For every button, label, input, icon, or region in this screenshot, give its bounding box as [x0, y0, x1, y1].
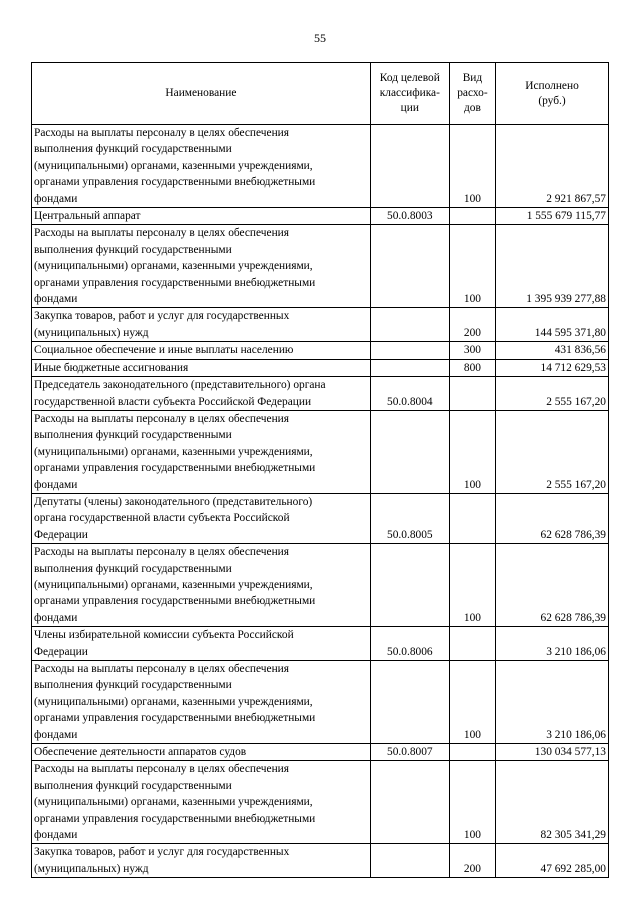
- table-row: [32, 761, 609, 844]
- row-code-cell: 50.0.8007: [370, 744, 449, 761]
- row-name-cell: Расходы на выплаты персоналу в целях обеспечения выполнения функций государственными (муниципальными) органами, казенными учреждениями, органами управления государственными внебюджетными фондами: [32, 125, 371, 208]
- row-name-cell: Расходы на выплаты персоналу в целях обеспечения выполнения функций государственными (муниципальными) органами, казенными учреждениями, органами управления государственными внебюджетными фондами: [32, 225, 371, 308]
- table-row: [32, 377, 609, 411]
- row-code-cell: 50.0.8006: [370, 627, 449, 661]
- table-row: [32, 225, 609, 308]
- row-code-cell: [370, 410, 449, 493]
- table-row: [32, 125, 609, 208]
- page-number: 55: [314, 31, 326, 45]
- row-name-cell: Расходы на выплаты персоналу в целях обеспечения выполнения функций государственными (муниципальными) органами, казенными учреждениями, органами управления государственными внебюджетными фондами: [32, 544, 371, 627]
- row-code-cell: [370, 544, 449, 627]
- expenditure-table: [31, 62, 609, 878]
- row-amount-cell: 1 555 679 115,77: [496, 208, 609, 225]
- row-name-cell: Центральный аппарат: [32, 208, 371, 225]
- row-amount-cell: 14 712 629,53: [496, 359, 609, 376]
- row-amount-cell: 2 555 167,20: [496, 410, 609, 493]
- row-amount-cell: 2 555 167,20: [496, 377, 609, 411]
- row-name-cell: Социальное обеспечение и иные выплаты населению: [32, 342, 371, 359]
- row-type-cell: 100: [449, 661, 495, 744]
- row-amount-cell: 144 595 371,80: [496, 308, 609, 342]
- row-type-cell: 200: [449, 308, 495, 342]
- row-name-cell: Расходы на выплаты персоналу в целях обеспечения выполнения функций государственными (муниципальными) органами, казенными учреждениями, органами управления государственными внебюджетными фондами: [32, 761, 371, 844]
- table-row: [32, 359, 609, 376]
- row-name-cell: Расходы на выплаты персоналу в целях обеспечения выполнения функций государственными (муниципальными) органами, казенными учреждениями, органами управления государственными внебюджетными фондами: [32, 410, 371, 493]
- table-body: [32, 125, 609, 878]
- row-name-cell: Председатель законодательного (представительного) органа государственной власти субъекта Российской Федерации: [32, 377, 371, 411]
- row-code-cell: [370, 761, 449, 844]
- row-code-cell: [370, 661, 449, 744]
- row-code-cell: [370, 308, 449, 342]
- table-row: [32, 493, 609, 543]
- header-amount: Исполнено (руб.): [496, 63, 609, 125]
- row-name-cell: Расходы на выплаты персоналу в целях обеспечения выполнения функций государственными (муниципальными) органами, казенными учреждениями, органами управления государственными внебюджетными фондами: [32, 661, 371, 744]
- header-name: Наименование: [32, 63, 371, 125]
- row-amount-cell: 2 921 867,57: [496, 125, 609, 208]
- row-code-cell: 50.0.8005: [370, 493, 449, 543]
- row-type-cell: 800: [449, 359, 495, 376]
- row-amount-cell: 3 210 186,06: [496, 627, 609, 661]
- row-amount-cell: 431 836,56: [496, 342, 609, 359]
- row-type-cell: [449, 493, 495, 543]
- row-name-cell: Обеспечение деятельности аппаратов судов: [32, 744, 371, 761]
- header-code: Код целевой классифика- ции: [370, 63, 449, 125]
- row-type-cell: [449, 627, 495, 661]
- row-type-cell: 100: [449, 125, 495, 208]
- table-row: [32, 410, 609, 493]
- row-code-cell: [370, 342, 449, 359]
- row-type-cell: 100: [449, 225, 495, 308]
- row-code-cell: [370, 844, 449, 878]
- row-type-cell: 100: [449, 410, 495, 493]
- table-header-row: [32, 63, 609, 125]
- row-type-cell: [449, 377, 495, 411]
- table-row: [32, 544, 609, 627]
- row-code-cell: 50.0.8003: [370, 208, 449, 225]
- table-row: [32, 744, 609, 761]
- row-type-cell: 300: [449, 342, 495, 359]
- table-row: [32, 342, 609, 359]
- row-type-cell: [449, 208, 495, 225]
- row-amount-cell: 82 305 341,29: [496, 761, 609, 844]
- row-name-cell: Члены избирательной комиссии субъекта Российской Федерации: [32, 627, 371, 661]
- row-amount-cell: 130 034 577,13: [496, 744, 609, 761]
- table-row: [32, 844, 609, 878]
- row-name-cell: Иные бюджетные ассигнования: [32, 359, 371, 376]
- row-code-cell: 50.0.8004: [370, 377, 449, 411]
- row-code-cell: [370, 225, 449, 308]
- row-amount-cell: 62 628 786,39: [496, 544, 609, 627]
- row-name-cell: Закупка товаров, работ и услуг для государственных (муниципальных) нужд: [32, 844, 371, 878]
- table-row: [32, 208, 609, 225]
- row-type-cell: 200: [449, 844, 495, 878]
- row-type-cell: 100: [449, 761, 495, 844]
- row-name-cell: Закупка товаров, работ и услуг для государственных (муниципальных) нужд: [32, 308, 371, 342]
- table-row: [32, 627, 609, 661]
- row-amount-cell: 1 395 939 277,88: [496, 225, 609, 308]
- row-amount-cell: 62 628 786,39: [496, 493, 609, 543]
- row-amount-cell: 47 692 285,00: [496, 844, 609, 878]
- row-code-cell: [370, 359, 449, 376]
- header-type: Вид расхо- дов: [449, 63, 495, 125]
- table-row: [32, 661, 609, 744]
- table-row: [32, 308, 609, 342]
- row-type-cell: 100: [449, 544, 495, 627]
- row-type-cell: [449, 744, 495, 761]
- row-code-cell: [370, 125, 449, 208]
- row-amount-cell: 3 210 186,06: [496, 661, 609, 744]
- row-name-cell: Депутаты (члены) законодательного (представительного) органа государственной власти субъекта Российской Федерации: [32, 493, 371, 543]
